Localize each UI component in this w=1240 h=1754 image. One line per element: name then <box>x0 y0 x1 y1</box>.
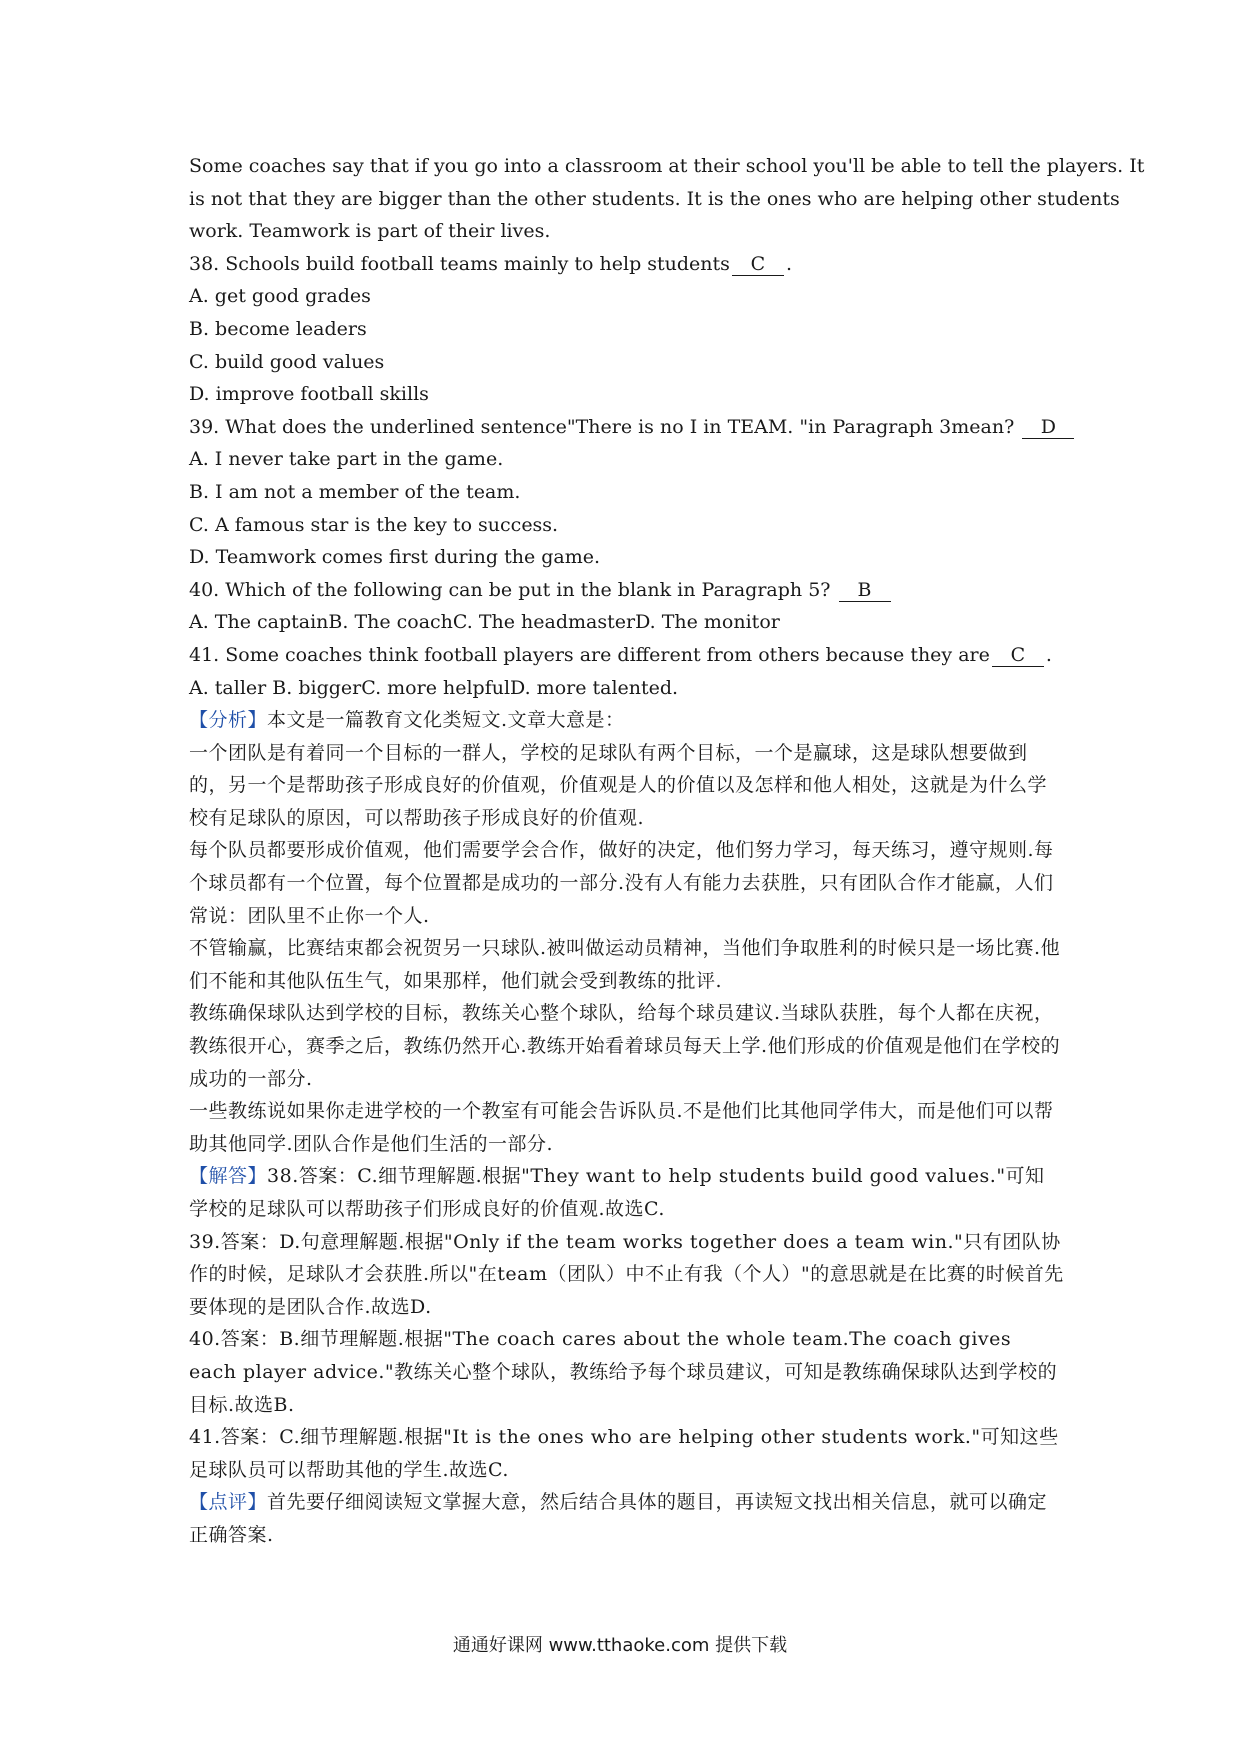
analysis-paragraph: 一些教练说如果你走进学校的一个教室有可能会告诉队员.不是他们比其他同学伟大，而是他们可以帮助其他同学.团队合作是他们生活的一部分. <box>189 1100 1054 1155</box>
question-stem: 40. Which of the following can be put in the blank in Paragraph 5? B <box>189 574 1064 607</box>
page-footer: 通通好课网 www.tthaoke.com 提供下载 <box>452 1635 788 1656</box>
comment-text: 首先要仔细阅读短文掌握大意，然后结合具体的题目，再读短文找出相关信息，就可以确定正确答案. <box>189 1491 1048 1546</box>
analysis-paragraph: 一个团队是有着同一个目标的一群人，学校的足球队有两个目标，一个是赢球，这是球队想要做到的，另一个是帮助孩子形成良好的价值观，价值观是人的价值以及怎样和他人相处，这就是为什么学校有足球队的原因，可以帮助孩子形成良好的价值观. <box>189 741 1048 829</box>
question-40 <box>189 574 1064 639</box>
analysis-paragraph: 教练确保球队达到学校的目标，教练关心整个球队，给每个球员建议.当球队获胜，每个人都在庆祝，教练很开心，赛季之后，教练仍然开心.教练开始看着球员每天上学.他们形成的价值观是他们在学校的成功的一部分. <box>189 1002 1061 1090</box>
analysis-heading <box>189 704 1064 737</box>
passage-line: is not that they are bigger than the other students. It is the ones who are helping other students <box>189 187 1120 210</box>
analysis-section <box>189 704 1064 1160</box>
answer-blank: D <box>1022 416 1074 439</box>
analysis-intro: 本文是一篇教育文化类短文.文章大意是： <box>267 709 625 732</box>
option-b: B. become leaders <box>189 317 367 340</box>
option-b: B. I am not a member of the team. <box>189 480 521 503</box>
analysis-paragraph: 不管输赢，比赛结束都会祝贺另一只球队.被叫做运动员精神，当他们争取胜利的时候只是一场比赛.他们不能和其他队伍生气，如果那样，他们就会受到教练的批评. <box>189 937 1061 992</box>
passage-line: Some coaches say that if you go into a classroom at their school you'll be able to tell the players. It <box>189 155 1145 177</box>
passage-end <box>189 150 1145 248</box>
option-a: A. get good grades <box>189 285 371 308</box>
option-c: C. A famous star is the key to success. <box>189 513 559 536</box>
answer-item: 【解答】38.答案：C.细节理解题.根据"They want to help students build good values."可知学校的足球队可以帮助孩子们形成良好的价值观.故选C. <box>189 1165 1045 1220</box>
answer-blank: C <box>732 253 784 276</box>
answer-item: 39.答案：D.句意理解题.根据"Only if the team works together does a team win."只有团队协作的时候，足球队才会获胜.所以"在team（团队）中不止有我（个人）"的意思就是在比赛的时候首先要体现的是团队合作.故选D. <box>189 1230 1064 1318</box>
answers-tag: 【解答】 <box>189 1165 268 1188</box>
answer-blank: B <box>839 579 891 602</box>
answer-item: 41.答案：C.细节理解题.根据"It is the ones who are helping other students work."可知这些足球队员可以帮助其他的学生.故选C. <box>189 1426 1059 1481</box>
comment-tag: 【点评】 <box>189 1491 268 1514</box>
question-stem: 38. Schools build football teams mainly to help students C . <box>189 252 792 275</box>
option-line: A. taller B. biggerC. more helpfulD. more talented. <box>189 676 679 699</box>
question-38 <box>189 248 1064 411</box>
option-line: A. The captainB. The coachC. The headmasterD. The monitor <box>189 611 780 634</box>
answer-item: 40.答案：B.细节理解题.根据"The coach cares about the whole team.The coach gives each player advice."教练关心整个球队，教练给予每个球员建议，可知是教练确保球队达到学校的目标.故选B. <box>189 1328 1058 1416</box>
document-body <box>189 150 1145 1552</box>
analysis-tag: 【分析】 <box>189 709 268 732</box>
answers-section <box>189 1160 1064 1486</box>
option-d: D. Teamwork comes first during the game. <box>189 546 601 569</box>
analysis-paragraph: 每个队员都要形成价值观，他们需要学会合作，做好的决定，他们努力学习，每天练习，遵守规则.每个球员都有一个位置，每个位置都是成功的一部分.没有人有能力去获胜，只有团队合作才能赢，人们常说：团队里不止你一个人. <box>189 839 1054 927</box>
question-stem: 41. Some coaches think football players are different from others because they are C . <box>189 643 1052 666</box>
question-41 <box>189 639 1064 704</box>
option-a: A. I never take part in the game. <box>189 448 504 471</box>
question-stem: 39. What does the underlined sentence"There is no I in TEAM. "in Paragraph 3mean? D <box>189 411 1064 444</box>
passage-line: work. Teamwork is part of their lives. <box>189 220 551 243</box>
option-d: D. improve football skills <box>189 383 429 406</box>
answer-blank: C <box>992 644 1044 667</box>
comment-section <box>189 1486 1064 1551</box>
question-39 <box>189 411 1064 574</box>
option-c: C. build good values <box>189 350 385 373</box>
